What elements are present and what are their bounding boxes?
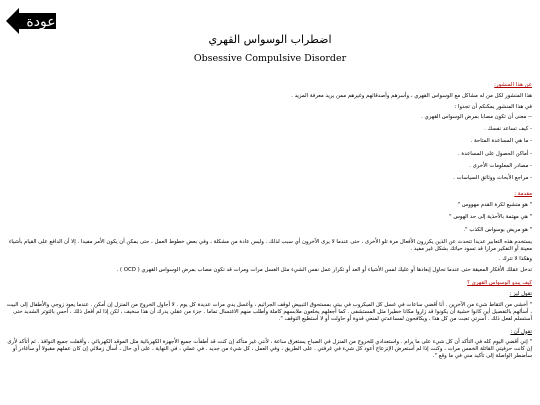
intro-heading: مقدمة : <box>514 190 532 197</box>
page-title-english: Obsessive Compulsive Disorder <box>193 53 347 64</box>
intro-paragraph-3: تدخل عقلك الأفكار المعيقة حتى عندما تحاول إبعادها أو عليك لمس الأشياء أو العد أو تكرار عمل نفس الشيء مثل الغسل مرات ومرات قد تكون مصاب بمرض الوسواس القهري ( OCD ) . <box>116 266 532 273</box>
about-list-item: - أماكن الحصول على المساعدة . <box>458 150 532 157</box>
about-heading: عن هذا المنشور: <box>494 82 532 88</box>
intro-paragraph-2: وهكذا لا تترك . <box>498 256 532 263</box>
testimony-1-heading: تقول ليز : <box>509 291 532 298</box>
about-intro-2: في هذا المنشور يمكنكم أن تجدوا : <box>454 103 532 110</box>
back-button-label: عودة <box>26 14 56 30</box>
intro-quote: " هو مريض بوسواس الكذب ". <box>463 226 532 233</box>
testimony-2-heading: تقول آن : <box>510 328 532 335</box>
about-list-item: - ما هي المساعدة المتاحة . <box>470 138 532 145</box>
page-title-arabic: اضطراب الوسواس القهري <box>208 33 332 46</box>
about-intro-1: هذا المنشور لكل من له مشاكل مع الوسواس القهري ، وأسرهم وأصدقائهم وغيرهم ممن يريد معرفة المزيد . <box>291 93 532 100</box>
testimony-1-text: " أخشى من التقاط شيء من الآخرين . أنا أقضي ساعات في غسل كل الميكروب في بيتي بمستحوق التبييض لوقف الجراثيم ، وأغسل يدي مرات عديدة كل يوم . لا أحاول الخروج من المنزل إن أمكن . عندما يعود زوجي والأطفال إلى البيت ، أسألهم بالتفصيل أين كانوا خشية أن يكونوا قد زاروا مكانا خطيرا مثل المستشفى . كما أجعلهم يخلعون ملابسهم كاملة وأطلب منهم الاغتسال تماما . جزء من عقلي يدرك أن هذا سخيف ، لكن إذا لم أفعل ذلك ، أحس بالتوتر الشديد حتى أستسلم لفعل ذلك . أسرتي تعبت من كل هذا ، ويكافحون لمساعدتي لمنعي قدوة أو حاولت أو لا أستطيع التوقف ". <box>6 301 532 323</box>
intro-quote: " هي مهتمة بالأحذية إلى حد الهوس " <box>449 214 532 221</box>
about-list-item: - كيف تساعد نفسك . <box>484 126 532 133</box>
back-button[interactable] <box>5 6 57 36</box>
intro-quote: " هو متشبع لكرة القدم مهووس " <box>457 201 532 208</box>
experience-heading: كيف يبدو الوسواس القهري ؟ <box>467 280 532 287</box>
intro-paragraph-1: يستخدم هذه التعابير عديدا تتحدث عن الذين يكررون الأفعال مرة تلو الأخرى ، حتى عندما لا يرى الآخرون أي سبب لذلك . وليس عادة من مشكلة ، وفي بعض خطوط العمل ، حتى يمكن أن يكون الأمر مفيدا . إلا أن الدافع على القيام بأشياء معينة أو التفكير مرارا قد تسود حياتك بشكل غير مفيد . <box>8 238 532 253</box>
about-list-item: -- معنى أن تكون مصابا بمرض الوسواس القهري . <box>421 113 532 120</box>
about-list-item: - مراجع الأبحاث ووثائق السياسات . <box>453 175 532 182</box>
article-body <box>6 82 532 361</box>
testimony-2-text: " إني أقضي اليوم كله في التأكد أن كل شيء على ما يرام . واستعدادي للخروج من المنزل في الصباح يستغرق ساعة ، لأنني غير متأكد إن كنت قد أطفأت جميع الأجهزة الكهربائية مثل الموقد الكهربائي ، وأقفلت جميع النوافذ . ثم أتأكد لأرى إن كانت حرفيتي القاتلة الخمس مرات ، وكنت إذا لم أستعرض الإنزعاج أعود كل شيء في غرفتي . على الطريق ، وفي العمل ، كل شيء من جديد . في عملي ، في النهاية ، على أي حال ، أسأل زملائي إن كان عملهم مقبولا أو سأغادر أو سأضطر الواصلة إلى تأكيد مني في ما وقع ". <box>7 338 532 360</box>
about-list-item: - مصادر المعلومات الأخرى . <box>469 163 532 170</box>
